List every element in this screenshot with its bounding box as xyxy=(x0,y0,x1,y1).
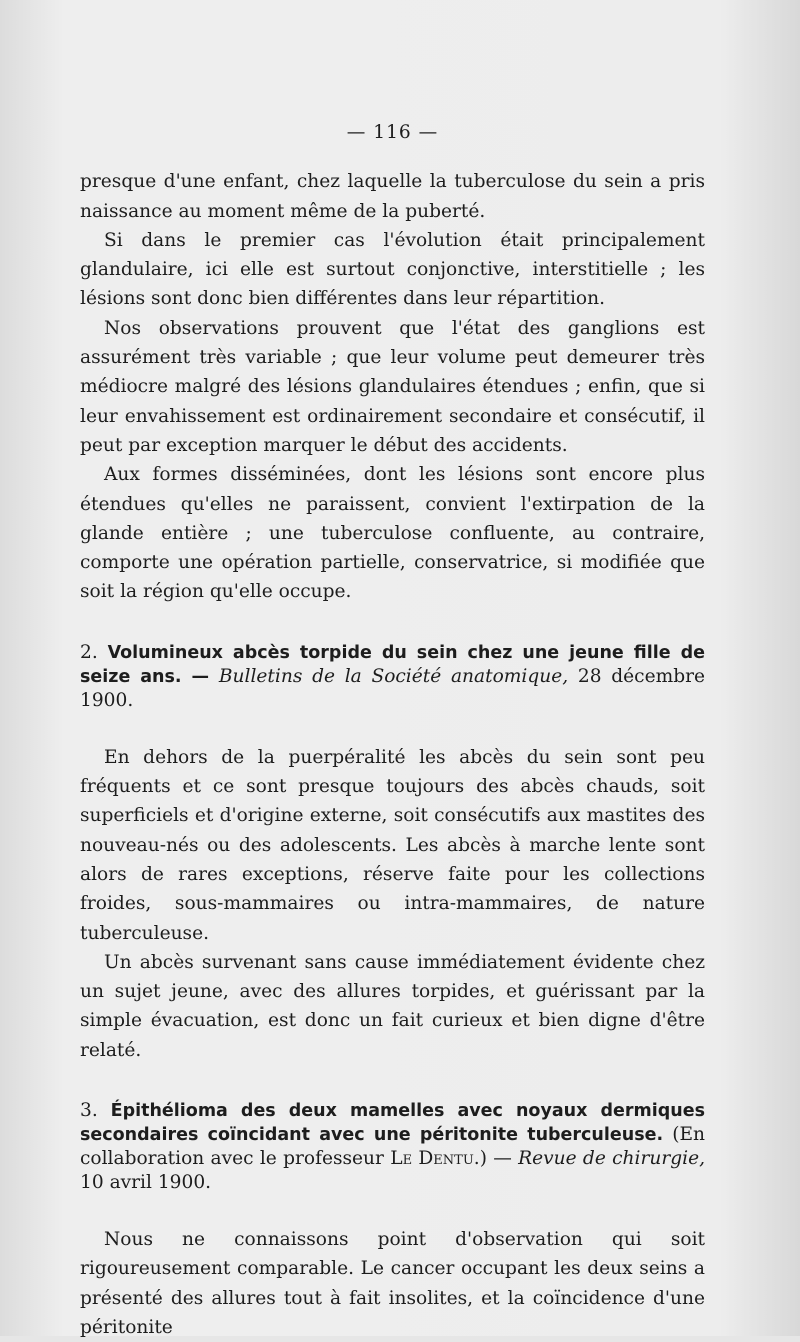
paragraph: Si dans le premier cas l'évolution était principalement glandulaire, ici elle est surtout conjonctive, interstitielle ; les lésions sont donc bien différentes dans leur répartition. xyxy=(80,229,705,310)
text-block xyxy=(80,118,705,1342)
paragraph: En dehors de la puerpéralité les abcès du sein sont peu fréquents et ce sont presque toujours des abcès chauds, soit superficiels et d'origine externe, soit consécutifs aux mastites des nouveau-nés ou des adolescents. Les abcès à marche lente sont alors de rares exceptions, réserve faite pour les collections froides, sous-mammaires ou intra-mammaires, de nature tuberculeuse. xyxy=(80,746,705,944)
bibliography-entry-3 xyxy=(80,1099,705,1195)
entry-collab-name: Le Dentu xyxy=(390,1148,474,1170)
entry-dash: — xyxy=(181,666,219,687)
entry-title: Épithélioma des deux mamelles avec noyaux dermiques secondaires coïncidant avec une péritonite tuberculeuse. xyxy=(80,1101,705,1146)
paragraph: Aux formes disséminées, dont les lésions sont encore plus étendues qu'elles ne paraissent, convient l'extirpation de la glande entière ; une tuberculose confluente, au contraire, comporte une opération partielle, conservatrice, si modifiée que soit la région qu'elle occupe. xyxy=(80,464,705,603)
paragraph: Nos observations prouvent que l'état des ganglions est assurément très variable ; que leur volume peut demeurer très médiocre malgré des lésions glandulaires étendues ; enfin, que si leur envahissement est ordinairement secondaire et consécutif, il peut par exception marquer le début des accidents. xyxy=(80,317,705,456)
paragraph: Nous ne connaissons point d'observation qui soit rigoureusement comparable. Le cancer occupant les deux seins a présenté des allures tout à fait insolites, et la coïncidence d'une péritonite xyxy=(80,1229,705,1338)
entry-collab-suffix: .) — xyxy=(473,1148,519,1170)
entry-journal: Revue de chirurgie, xyxy=(518,1148,705,1170)
paragraph: presque d'une enfant, chez laquelle la tuberculose du sein a pris naissance au moment même de la puberté. xyxy=(80,171,705,222)
entry-date: 28 décembre 1900. xyxy=(80,665,705,711)
page-number: — 116 — xyxy=(346,122,439,143)
entry-number: 2. xyxy=(80,641,98,663)
entry-title: Volumineux abcès torpide du sein chez une jeune fille de seize ans. xyxy=(80,642,705,687)
entry-number: 3. xyxy=(80,1100,98,1122)
entry-date: 10 avril 1900. xyxy=(80,1172,212,1194)
bibliography-entry-2 xyxy=(80,641,705,713)
paragraph: Un abcès survenant sans cause immédiatement évidente chez un sujet jeune, avec des allures torpides, et guérissant par la simple évacuation, est donc un fait curieux et bien digne d'être relaté. xyxy=(80,951,705,1061)
entry-collab-prefix: (En collaboration avec le professeur xyxy=(80,1124,705,1170)
entry-journal: Bulletins de la Société anatomique, xyxy=(218,665,569,687)
